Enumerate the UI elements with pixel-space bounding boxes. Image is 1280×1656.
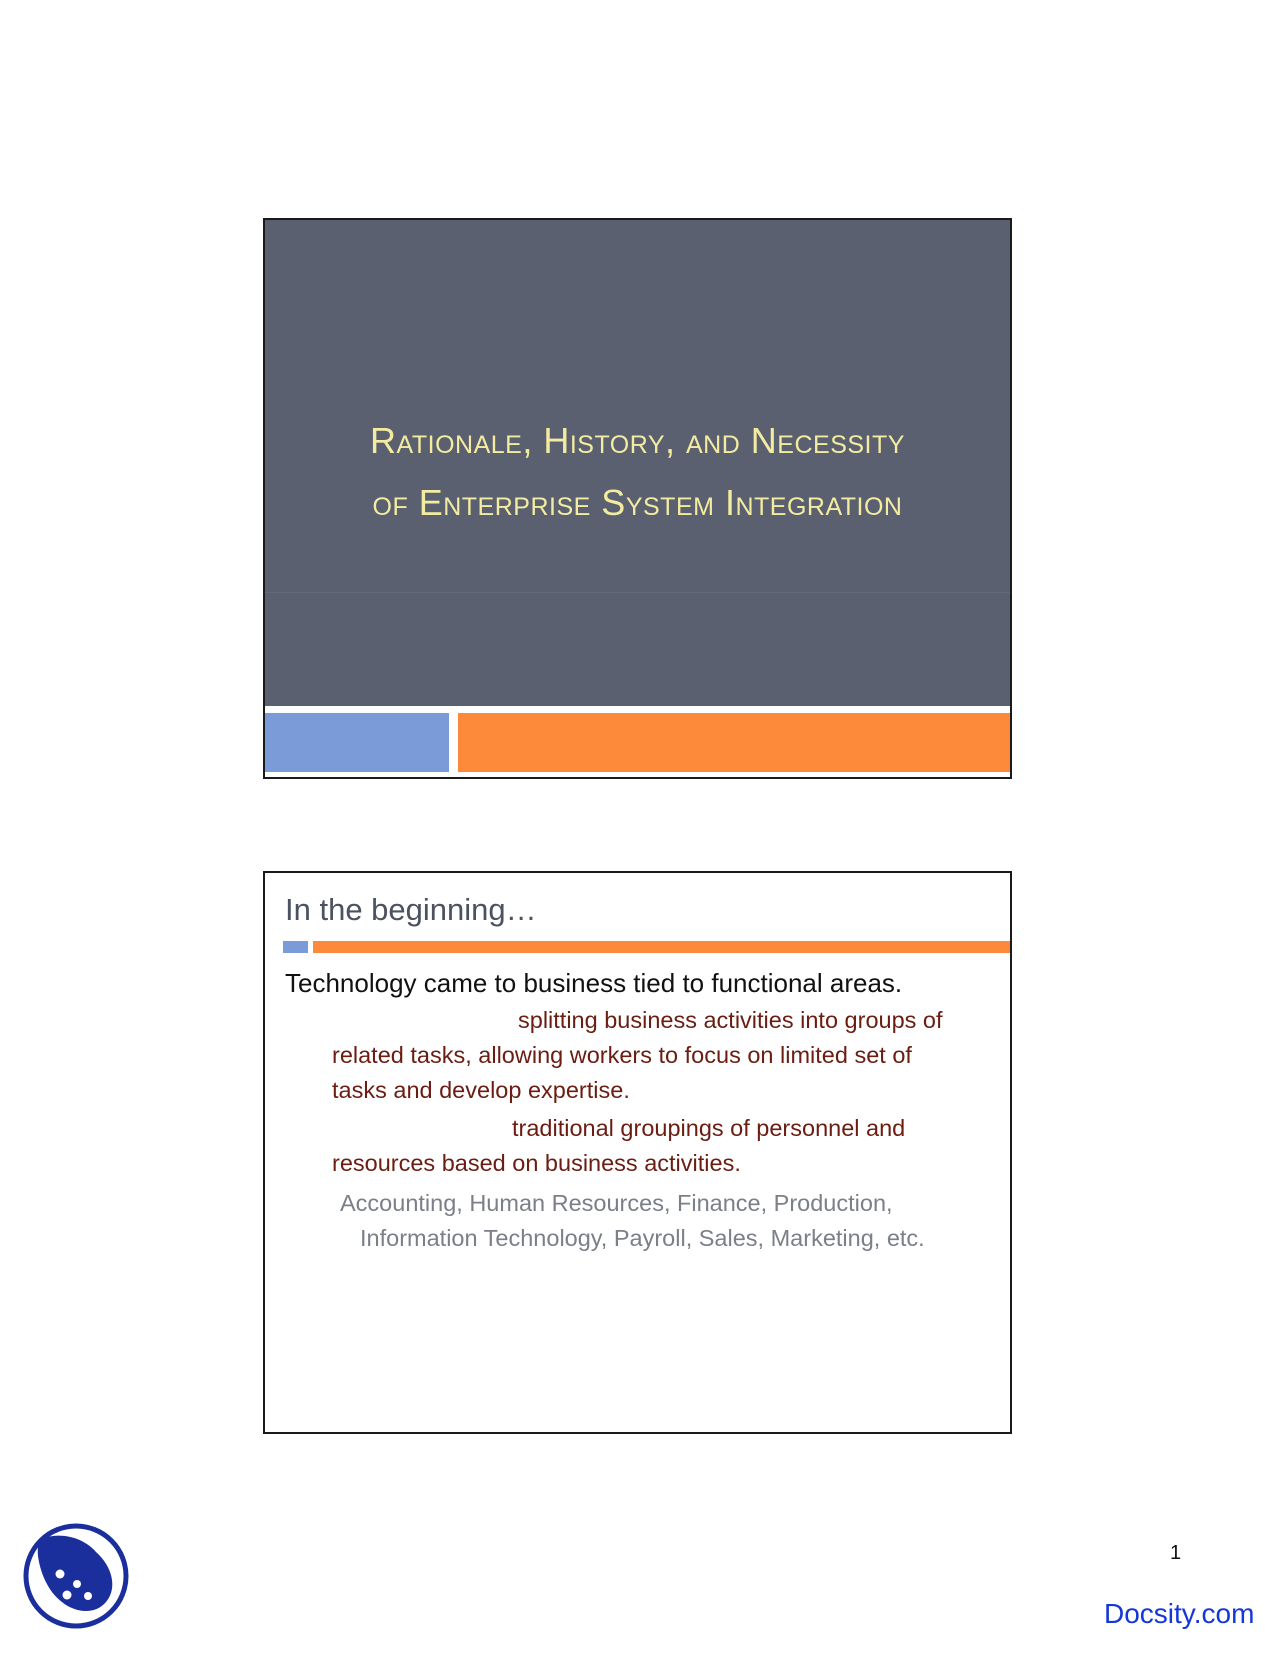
title-line-1: Rationale, History, and Necessity	[370, 420, 905, 461]
page-number: 1	[1170, 1542, 1182, 1564]
title-slide	[263, 218, 1012, 779]
sub-bullet-2-text: traditional groupings of personnel and resources based on business activities.	[332, 1115, 906, 1176]
docsity-logo-icon	[22, 1522, 130, 1630]
title-line-2: of Enterprise System Integration	[372, 482, 903, 523]
heading-bar-orange	[313, 941, 1012, 953]
sub-bullet-1	[332, 1003, 972, 1108]
sub-bullet-3: Accounting, Human Resources, Finance, Production, Information Technology, Payroll, Sales, Marketing, etc.	[340, 1190, 925, 1251]
heading-bar-blue	[283, 941, 308, 953]
sub-bullet-1-text: splitting business activities into groups of related tasks, allowing workers to focus on limited set of tasks and develop expertise.	[332, 1007, 943, 1103]
lead-bullet: Technology came to business tied to functional areas.	[285, 968, 903, 998]
content-slide-heading: In the beginning…	[285, 892, 537, 927]
accent-block-orange	[458, 713, 1012, 772]
accent-block-blue	[265, 713, 449, 772]
title-slide-divider	[265, 592, 1010, 593]
docsity-link[interactable]: Docsity.com	[1104, 1598, 1255, 1629]
content-slide	[263, 871, 1012, 1434]
sub-bullet-2	[332, 1111, 972, 1181]
title-slide-title	[265, 410, 1010, 534]
